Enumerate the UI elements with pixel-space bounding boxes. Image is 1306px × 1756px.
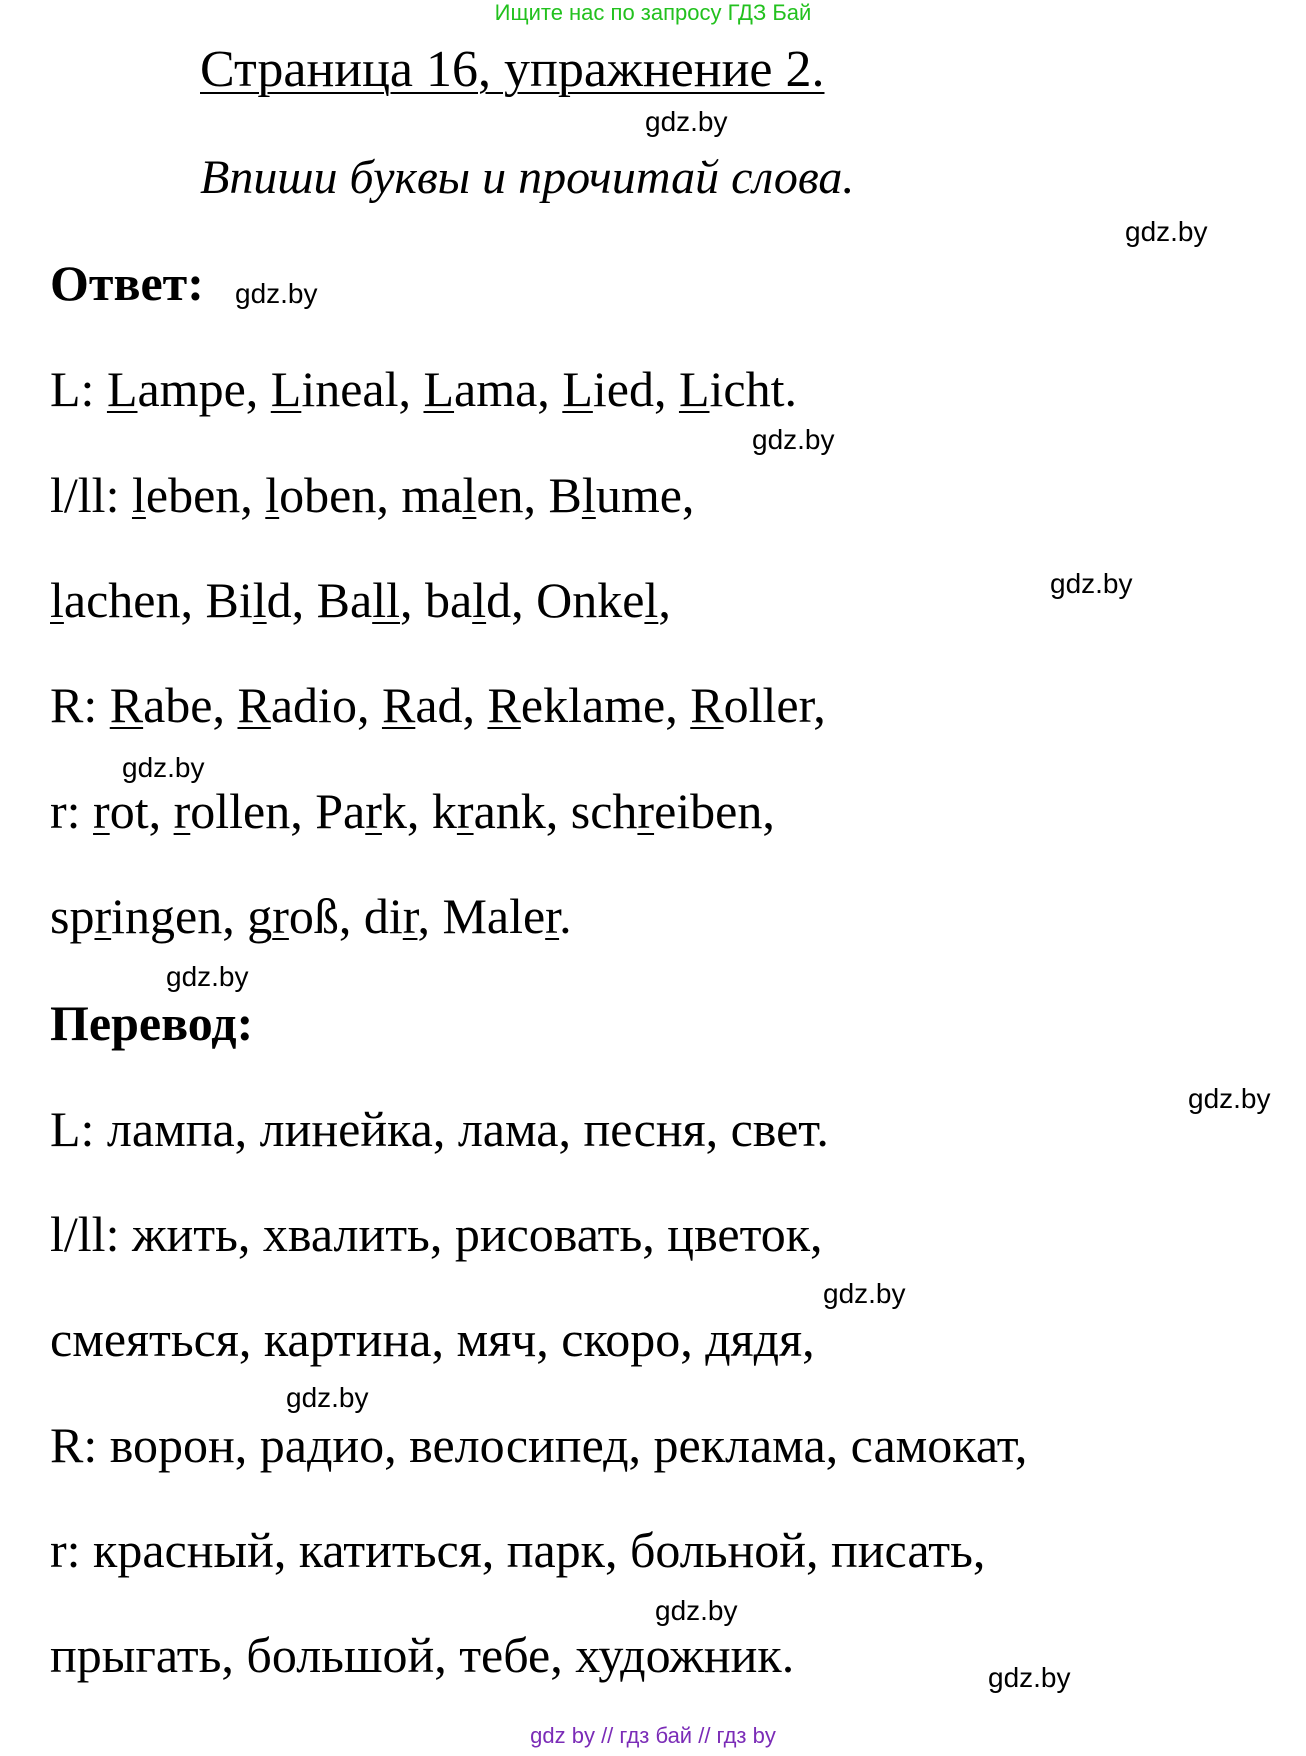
promo-banner[interactable]: Ищите нас по запросу ГДЗ Бай (494, 0, 812, 25)
translation-line: смеяться, картина, мяч, скоро, дядя, (50, 1311, 815, 1367)
inserted-letter: L (678, 361, 710, 417)
word-text: en, B (476, 467, 582, 523)
word-text: ama, (454, 361, 563, 417)
inserted-letter: L (562, 361, 593, 417)
inserted-letter: l (472, 572, 487, 628)
inserted-letter: l (252, 572, 267, 628)
inserted-letter: r (93, 783, 110, 839)
word-text: . (559, 888, 572, 944)
watermark: gdz.by (166, 961, 249, 992)
inserted-letter: L (106, 361, 138, 417)
answer-line (50, 782, 775, 840)
word-text: eklame, (520, 677, 691, 733)
inserted-letter: l (265, 467, 280, 523)
inserted-letter: R (690, 677, 724, 733)
word-text: r: (50, 783, 94, 839)
inserted-letter: R (381, 677, 416, 733)
translation-line: r: красный, катиться, парк, больной, писать, (50, 1522, 986, 1578)
word-text: , ba (399, 572, 473, 628)
watermark: gdz.by (122, 752, 205, 783)
inserted-letter: r (637, 783, 655, 839)
answer-heading: Ответ: (50, 255, 204, 311)
translation-line: L: лампа, линейка, лама, песня, свет. (50, 1101, 829, 1157)
inserted-letter: l (581, 467, 596, 523)
word-text: R: (50, 677, 110, 733)
word-text: ume, (595, 467, 695, 523)
inserted-letter: r (456, 783, 474, 839)
word-text: ingen, g (111, 888, 273, 944)
word-text: k, k (381, 783, 457, 839)
word-text: oben, ma (279, 467, 463, 523)
inserted-letter: l (131, 467, 146, 523)
word-text: icht. (709, 361, 797, 417)
word-text: eben, (145, 467, 266, 523)
answer-line (50, 571, 671, 629)
inserted-letter: r (173, 783, 191, 839)
watermark: gdz.by (988, 1662, 1071, 1693)
word-text: l/ll: (50, 467, 132, 523)
word-text: ampe, (137, 361, 271, 417)
word-text: oller, (723, 677, 826, 733)
footer-links[interactable]: gdz by // гдз бай // гдз by (530, 1723, 776, 1748)
word-text: ot, (109, 783, 174, 839)
word-text: eiben, (654, 783, 775, 839)
word-text: ollen, Pa (190, 783, 366, 839)
translation-heading: Перевод: (50, 995, 254, 1051)
answer-line (50, 887, 572, 945)
word-text: , Male (417, 888, 546, 944)
answer-line (50, 676, 826, 734)
translation-line: прыгать, большой, тебе, художник. (50, 1627, 795, 1683)
inserted-letter: r (94, 888, 112, 944)
word-text: , (658, 572, 671, 628)
answer-line (50, 466, 694, 524)
watermark: gdz.by (1050, 568, 1133, 599)
word-text: ank, sch (473, 783, 638, 839)
task-instruction: Впиши буквы и прочитай слова. (200, 151, 855, 204)
word-text: d, Onke (486, 572, 645, 628)
watermark: gdz.by (286, 1382, 369, 1413)
inserted-letter: r (272, 888, 289, 944)
inserted-letter: R (237, 677, 271, 733)
inserted-letter: r (545, 888, 560, 944)
watermark: gdz.by (235, 278, 318, 309)
watermark: gdz.by (752, 424, 835, 455)
word-text: achen, Bi (63, 572, 253, 628)
word-text: ineal, (301, 361, 424, 417)
word-text: abe, (143, 677, 238, 733)
watermark: gdz.by (1125, 216, 1208, 247)
inserted-letter: r (365, 783, 382, 839)
page-title: Страница 16, упражнение 2. (200, 41, 825, 98)
inserted-letter: l (644, 572, 659, 628)
word-text: sp (50, 888, 95, 944)
watermark: gdz.by (655, 1595, 738, 1626)
watermark: gdz.by (823, 1278, 906, 1309)
inserted-letter: r (402, 888, 418, 944)
inserted-letter: ll (372, 572, 400, 628)
inserted-letter: l (50, 572, 64, 628)
inserted-letter: R (487, 677, 521, 733)
inserted-letter: R (109, 677, 144, 733)
translation-line: R: ворон, радио, велосипед, реклама, самокат, (50, 1417, 1028, 1473)
word-text: ied, (592, 361, 679, 417)
word-text: oß, di (288, 888, 403, 944)
inserted-letter: L (423, 361, 455, 417)
word-text: d, Ba (266, 572, 373, 628)
watermark: gdz.by (1188, 1083, 1271, 1114)
translation-line: l/ll: жить, хвалить, рисовать, цветок, (50, 1206, 823, 1262)
answer-line (50, 360, 797, 418)
word-text: ad, (415, 677, 488, 733)
word-text: adio, (270, 677, 382, 733)
inserted-letter: l (462, 467, 477, 523)
watermark: gdz.by (645, 106, 728, 137)
inserted-letter: L (270, 361, 302, 417)
word-text: L: (50, 361, 107, 417)
